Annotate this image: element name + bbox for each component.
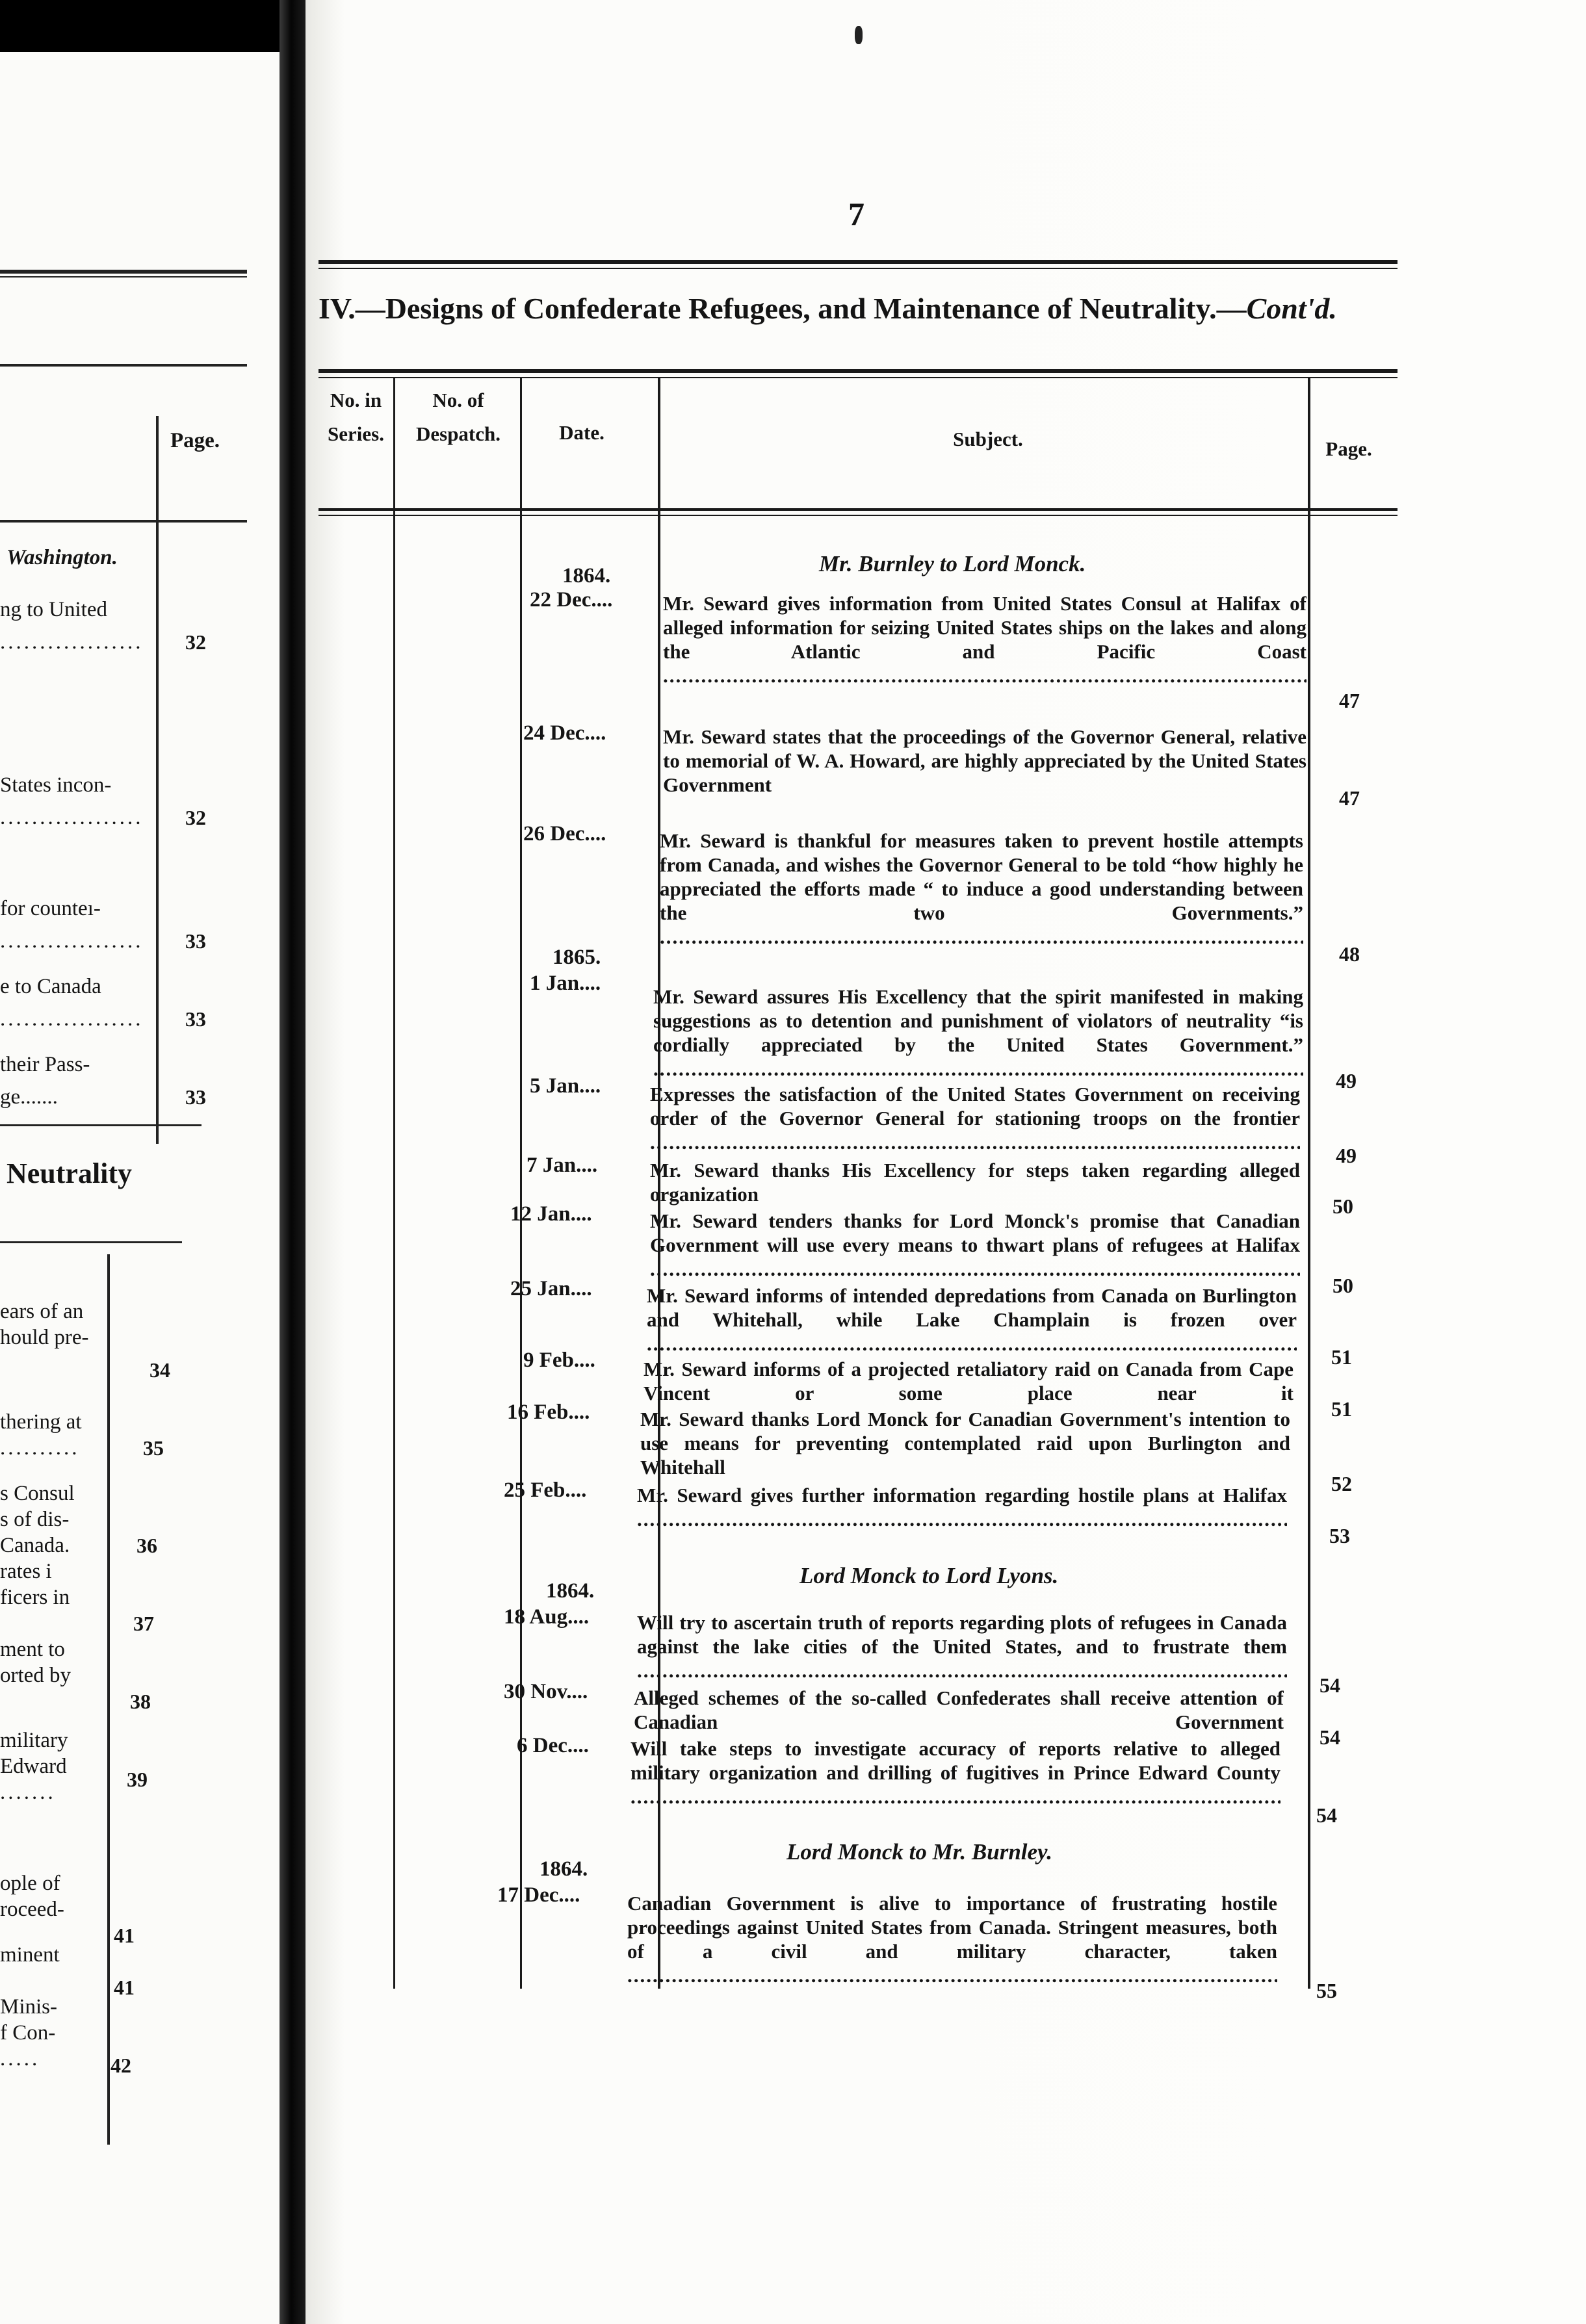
entry-page: 52 <box>1331 1472 1352 1495</box>
entry-subject: Mr. Seward is thankful for measures taken to prevent hostile attempts from Canada, and wishes the Governor General to be told “how highly he appreciated the efforts made “ to induce a good understanding between the two Governments.” ..... <box>660 829 1303 949</box>
entry-page: 51 <box>1331 1345 1352 1369</box>
left-page-number: 37 <box>133 1612 154 1635</box>
entry-year: 1864. <box>540 1857 588 1881</box>
left-line: .................. <box>0 806 144 829</box>
left-page-header: Page. <box>170 429 220 452</box>
header-page: Page. <box>1325 437 1372 460</box>
entry-subject: Will try to ascertain truth of reports regarding plots of refugees in Canada against the lake cities of the United States, and to frustrate them ..... <box>637 1610 1287 1683</box>
title-rule-top-2 <box>318 268 1398 269</box>
entry-date: 24 Dec.... <box>523 721 606 745</box>
header-no-of-despatch: No. of Despatch. <box>415 389 501 445</box>
left-line: ..... <box>0 2047 40 2071</box>
left-line: roceed- <box>0 1898 64 1921</box>
entry-page: 51 <box>1331 1397 1352 1421</box>
entry-date: 22 Dec.... <box>530 588 613 612</box>
left-line: ople of <box>0 1872 60 1895</box>
title-rule-top <box>318 260 1398 264</box>
left-line: hould pre- <box>0 1326 89 1349</box>
title-contd: Cont'd. <box>1246 292 1337 325</box>
left-line: .................. <box>0 929 144 953</box>
entry-subject: Expresses the satisfaction of the United States Government on receiving order of the Governor General for stationing troops on the frontier ..... <box>650 1082 1300 1154</box>
page-gutter <box>280 0 306 2324</box>
left-page-number: 36 <box>136 1534 157 1557</box>
entry-subject: Mr. Seward informs of a projected retaliatory raid on Canada from Cape Vincent or some place near it ..... <box>644 1357 1294 1405</box>
left-line: military <box>0 1729 68 1752</box>
left-page-number: 32 <box>185 806 206 829</box>
left-line: ears of an <box>0 1300 84 1323</box>
left-line: Edward <box>0 1755 67 1778</box>
entry-page: 54 <box>1320 1725 1340 1749</box>
left-line: Canada. <box>0 1534 70 1557</box>
entry-page: 47 <box>1339 689 1360 712</box>
entry-date: 26 Dec.... <box>523 822 606 846</box>
entry-date: 25 Feb.... <box>504 1478 587 1502</box>
entry-date: 9 Feb.... <box>523 1349 595 1372</box>
header-rule-top-2 <box>318 377 1398 378</box>
left-page-number: 34 <box>150 1358 170 1382</box>
left-rule-top-2 <box>0 276 247 278</box>
col-divider-4 <box>1308 377 1310 1989</box>
left-page-number: 38 <box>130 1690 151 1713</box>
left-line: ficers in <box>0 1586 70 1609</box>
left-line: ....... <box>0 1781 56 1804</box>
entry-page: 47 <box>1339 786 1360 810</box>
left-line: rates i <box>0 1560 52 1583</box>
entry-subject: Mr. Seward assures His Excellency that the spirit manifested in making suggestions as to detention and punishment of violators of neutrality “is cordially appreciated by the United States Government.” ..... <box>653 985 1303 1081</box>
entry-page: 49 <box>1336 1069 1357 1092</box>
entry-page: 48 <box>1339 942 1360 966</box>
entry-subject: Mr. Seward gives information from United States Consul at Halifax of alleged information for seizing United States ships on the lakes and along the Atlantic and Pacific Coast ..... <box>663 591 1306 688</box>
entry-date: 5 Jan.... <box>530 1074 601 1098</box>
left-line: .................. <box>0 630 144 654</box>
left-rule-header-bottom <box>0 520 247 523</box>
entry-subject: Mr. Seward thanks His Excellency for steps taken regarding alleged organization ..... <box>650 1158 1300 1206</box>
left-line: ng to United <box>0 598 107 621</box>
left-page-fragment <box>0 52 280 2324</box>
left-line: ment to <box>0 1638 65 1661</box>
left-rule-col-2 <box>107 1254 110 2145</box>
entry-date: 1 Jan.... <box>530 972 601 995</box>
left-line: s Consul <box>0 1482 75 1505</box>
left-rule-top <box>0 270 247 274</box>
page-number: 7 <box>848 196 864 232</box>
left-page-number: 41 <box>114 1924 135 1947</box>
entry-date: 16 Feb.... <box>507 1401 590 1424</box>
section-heading: Mr. Burnley to Lord Monck. <box>819 551 1086 576</box>
entry-subject: Mr. Seward thanks Lord Monck for Canadian Government's intention to use means for preventing contemplated raid upon Burlington and Whitehall ..... <box>640 1407 1290 1479</box>
entry-page: 50 <box>1332 1274 1353 1297</box>
header-no-in-series: No. in Series. <box>328 389 384 445</box>
entry-subject: Alleged schemes of the so-called Confederates shall receive attention of Canadian Government ..... <box>634 1686 1284 1734</box>
header-subject: Subject. <box>953 428 1023 450</box>
section-heading: Lord Monck to Lord Lyons. <box>800 1563 1059 1588</box>
entry-year: 1864. <box>562 564 611 587</box>
page-title <box>318 291 1554 326</box>
entry-subject: Will take steps to investigate accuracy of reports relative to alleged military organization and drilling of fugitives in Prince Edward County ..... <box>630 1737 1280 1809</box>
left-page-number: 33 <box>185 1085 206 1109</box>
entry-date: 12 Jan.... <box>510 1202 592 1226</box>
left-rule-section-2 <box>0 1241 182 1243</box>
left-line: for counteı- <box>0 897 101 920</box>
entry-page: 53 <box>1329 1524 1350 1547</box>
entry-date: 18 Aug.... <box>504 1605 590 1629</box>
left-line: e to Canada <box>0 975 101 998</box>
left-rule-col <box>156 416 159 1144</box>
entry-date: 30 Nov.... <box>504 1680 588 1703</box>
left-page-number: 41 <box>114 1976 135 1999</box>
col-divider-1 <box>393 377 395 1989</box>
header-date: Date. <box>559 421 604 444</box>
left-line: s of dis- <box>0 1508 70 1531</box>
left-line: ge....... <box>0 1085 58 1109</box>
entry-date: 6 Dec.... <box>517 1734 589 1757</box>
entry-subject: Canadian Government is alive to importance of frustrating hostile proceedings against United States from Canada. Stringent measures, both of a civil and military character, taken ..... <box>627 1891 1277 1987</box>
header-rule-bottom <box>318 508 1398 511</box>
entry-date: 17 Dec.... <box>497 1883 580 1907</box>
entry-date: 7 Jan.... <box>526 1154 598 1177</box>
entry-subject: Mr. Seward informs of intended depredations from Canada on Burlington and Whitehall, while Lake Champlain is frozen over ..... <box>647 1284 1297 1356</box>
entry-page: 54 <box>1316 1803 1337 1827</box>
entry-page: 49 <box>1336 1144 1357 1167</box>
left-rule-section <box>0 1124 202 1126</box>
entry-subject: Mr. Seward tenders thanks for Lord Monck's promise that Canadian Government will use every means to thwart plans of refugees at Halifax ..... <box>650 1209 1300 1281</box>
left-line: thering at <box>0 1410 82 1434</box>
left-line: minent <box>0 1943 60 1967</box>
left-line: Minis- <box>0 1995 58 2019</box>
left-page-number: 42 <box>110 2054 131 2077</box>
left-line: Washington. <box>6 546 118 569</box>
entry-subject: Mr. Seward gives further information regarding hostile plans at Halifax ..... <box>637 1483 1287 1531</box>
entry-year: 1865. <box>552 946 601 969</box>
left-section-heading: Neutrality <box>6 1157 133 1189</box>
header-rule-bottom-2 <box>318 515 1398 516</box>
left-page-number: 33 <box>185 929 206 953</box>
title-main: IV.—Designs of Confederate Refugees, and Maintenance of Neutrality.— <box>318 292 1247 325</box>
entry-page: 55 <box>1316 1979 1337 2002</box>
section-heading: Lord Monck to Mr. Burnley. <box>786 1839 1053 1865</box>
left-line: f Con- <box>0 2021 56 2045</box>
left-line: their Pass- <box>0 1053 90 1076</box>
left-page-number: 39 <box>127 1768 148 1791</box>
ink-mark <box>855 26 863 44</box>
entry-subject: Mr. Seward states that the proceedings of the Governor General, relative to memorial of W. A. Howard, are highly appreciated by the United States Government ..... <box>663 725 1306 797</box>
entry-date: 25 Jan.... <box>510 1277 592 1300</box>
header-rule-top <box>318 369 1398 373</box>
left-line: orted by <box>0 1664 72 1687</box>
left-line: .......... <box>0 1436 80 1460</box>
left-page-number: 33 <box>185 1007 206 1031</box>
left-page-number: 32 <box>185 630 206 654</box>
left-page-number: 35 <box>143 1436 164 1460</box>
left-line: .................. <box>0 1007 144 1031</box>
left-rule-header <box>0 364 247 367</box>
entry-page: 50 <box>1332 1194 1353 1218</box>
entry-page: 54 <box>1320 1673 1340 1697</box>
main-page <box>306 0 1586 2324</box>
entry-year: 1864. <box>546 1579 595 1603</box>
left-line: States incon- <box>0 773 112 797</box>
